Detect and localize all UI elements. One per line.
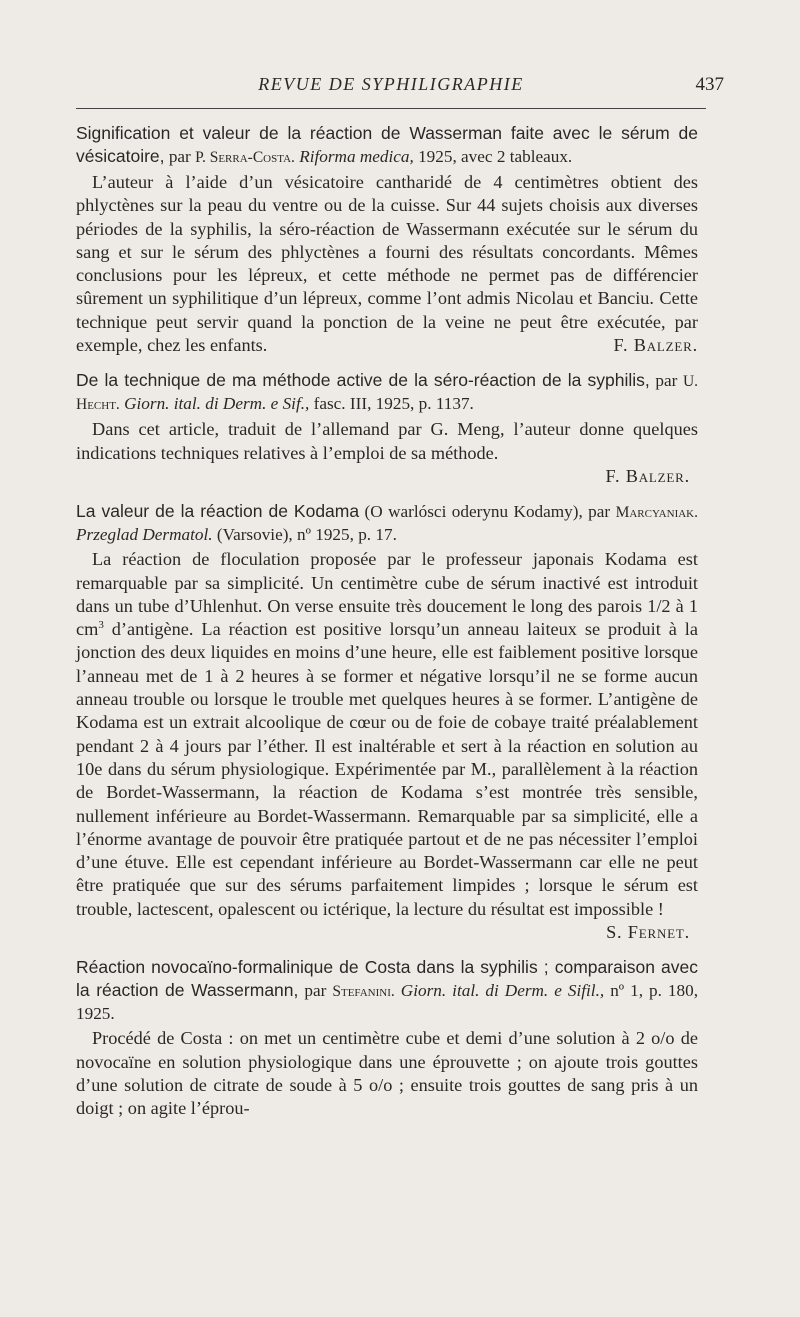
running-head (76, 74, 724, 104)
article-body: L’auteur à l’aide d’un vésicatoire cantharidé de 4 centimètres obtient des phlyctènes sur la peau du ventre ou de la cuisse. Sur 44 sujets choisis aux diverses périodes de la syphilis, la séro-réaction de Wassermann exécutée sur le sérum du sang et sur le sérum des phlyctènes a fourni des résultats concordants. Mêmes conclusions pour les lépreux, et cette méthode ne permet pas de différencier sûrement un syphilitique d’un lépreux, comme l’ont admis Nicolau et Banciu. Cette technique peut servir quand la ponction de la veine ne peut être exécutée, par exemple, chez les enfants. (76, 172, 698, 356)
article-title: Réaction novocaïno-formalinique de Costa dans la syphilis ; comparaison avec la réaction de Wassermann, (76, 957, 698, 1001)
article-signature: F. Balzer. (613, 335, 698, 356)
article-signature: S. Fernet. (606, 922, 690, 943)
header-rule (76, 108, 706, 109)
article-heading (76, 122, 698, 169)
article-author: Stefanini. (332, 983, 395, 1001)
by-word: par (655, 371, 678, 391)
article-details: nº 1, p. 180, 1925. (76, 981, 699, 1024)
article-title: Signification et valeur de la réaction de Wasserman faite avec le sérum de vésicatoire, (76, 123, 698, 166)
article-details: (Varsovie), nº 1925, p. 17. (216, 525, 397, 545)
article-heading (76, 956, 698, 1025)
article-author: P. Serra-Costa. (195, 149, 295, 166)
article-source: Giorn. ital. di Derm. e Sif., (124, 394, 310, 414)
article-author: U. Hecht. (76, 373, 699, 414)
article-stefanini (76, 956, 698, 1120)
body-text-part: La réaction de floculation proposée par le professeur japonais Kodama est remarquable par sa simplicité. Un centimètre cube de sérum inactivé est introduit dans un tube d’Uhlenhut. On verse ensuite très doucement le long des parois 1/2 à 1 cm (76, 549, 698, 640)
superscript: 3 (98, 619, 104, 632)
page-number: 437 (695, 74, 724, 95)
article-signature: F. Balzer. (605, 465, 690, 486)
article-subtitle: (O warlósci oderynu Kodamy), par (364, 502, 611, 522)
article-body (76, 548, 698, 921)
by-word: par (304, 981, 327, 1001)
article-hecht (76, 369, 698, 488)
body-text-part: d’antigène. La réaction est positive lorsqu’un anneau laiteux se produit à la jonction des deux liquides en moins d’une heure, elle est faiblement positive lorsque l’anneau met de 1 à 2 heures à se former et négative lorsqu’il ne se forme aucun anneau trouble ou lorsque le trouble met quelques heures à se former. L’antigène de Kodama est un extrait alcoolique de cœur ou de foie de cobaye traité préalablement pendant 2 à 4 jours par l’éther. Il est inaltérable et sert à la réaction en solution au 10e dans du sérum physiologique. Expérimentée par M., parallèlement à la réaction de Bordet-Wassermann, la réaction de Kodama s’est montrée très sensible, nullement inférieure au Bordet-Wassermann. Remarquable par sa simplicité, elle a l’énorme avantage de pouvoir être pratiquée partout et de ne pas nécessiter l’emploi d’une étuve. Elle est cependant inférieure au Bordet-Wassermann car elle ne peut être pratiquée que sur des sérums parfaitement limpides ; lorsque le sérum est trouble, lactescent, opalescent ou ictérique, la lecture du résultat est impossible ! (76, 619, 698, 919)
by-word: par (168, 147, 191, 166)
article-title: La valeur de la réaction de Kodama (76, 501, 360, 522)
article-heading (76, 369, 698, 416)
article-details: 1925, avec 2 tableaux. (418, 147, 573, 166)
article-heading (76, 500, 698, 546)
article-source: Riforma medica, (299, 147, 414, 166)
article-column (76, 122, 698, 1133)
article-source: Giorn. ital. di Derm. e Sifil., (400, 981, 605, 1001)
journal-title: REVUE DE SYPHILIGRAPHIE (258, 74, 524, 94)
article-body: Dans cet article, traduit de l’allemand par G. Meng, l’auteur donne quelques indications techniques relatives à l’emploi de sa méthode. (76, 419, 698, 463)
article-marcyaniak (76, 500, 698, 944)
article-details: fasc. III, 1925, p. 1137. (313, 394, 474, 414)
article-source: Przeglad Dermatol. (76, 525, 213, 545)
article-serra-costa (76, 122, 698, 357)
article-author: Marcyaniak. (615, 504, 699, 522)
article-body: Procédé de Costa : on met un centimètre cube et demi d’une solution à 2 o/o de novocaïne en solution physiologique dans une éprouvette ; on ajoute trois gouttes d’une solution de citrate de soude à 5 o/o ; ensuite trois gouttes de sang pris à un doigt ; on agite l’éprou- (76, 1028, 698, 1119)
article-title: De la technique de ma méthode active de la séro-réaction de la syphilis, (76, 370, 650, 391)
